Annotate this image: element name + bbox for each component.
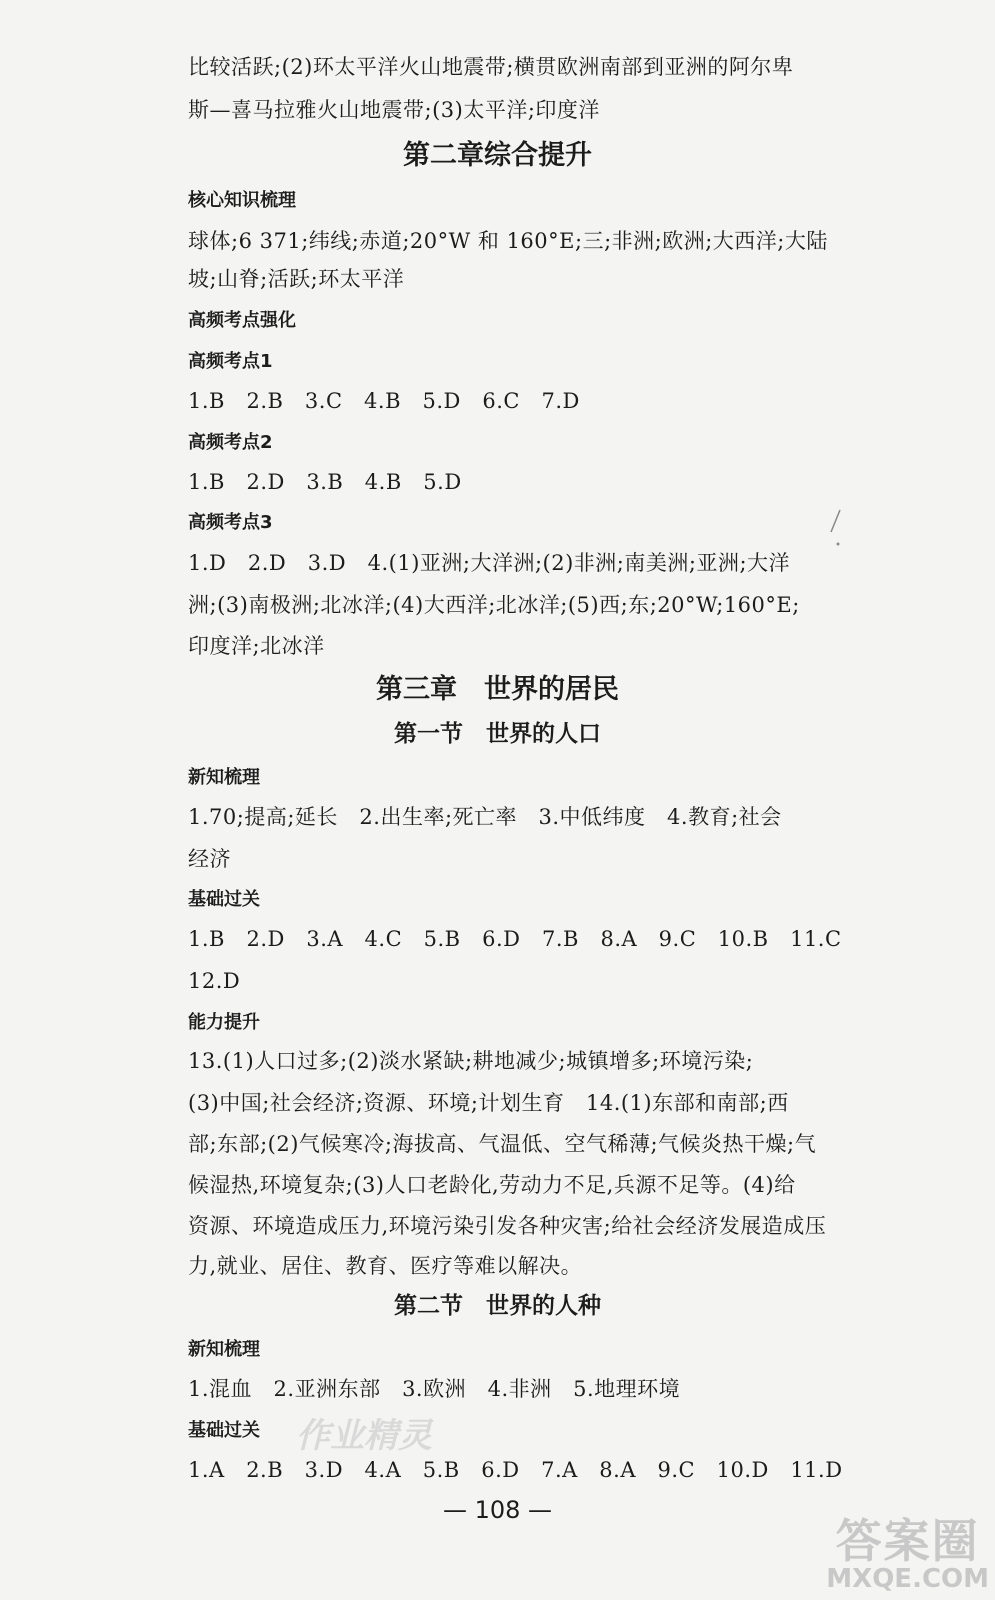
site-watermark-logo	[826, 1514, 989, 1594]
high-frequency-3-label: 高频考点3	[188, 512, 273, 533]
text-line: 球体;6 371;纬线;赤道;20°W 和 160°E;三;非洲;欧洲;大西洋;大陆	[188, 229, 828, 253]
answer-line: (3)中国;社会经济;资源、环境;计划生育 14.(1)东部和南部;西	[188, 1091, 789, 1115]
section-1-heading: 第一节 世界的人口	[394, 721, 601, 747]
answer-line: 资源、环境造成压力,环境污染引发各种灾害;给社会经济发展造成压	[188, 1214, 827, 1238]
pen-mark	[828, 508, 842, 548]
high-frequency-1-label: 高频考点1	[188, 351, 273, 372]
new-knowledge-label: 新知梳理	[188, 767, 260, 788]
page-number: — 108 —	[442, 1496, 553, 1524]
answer-line: 印度洋;北冰洋	[188, 634, 325, 658]
chapter-3-heading: 第三章 世界的居民	[376, 674, 619, 705]
answer-line: 1.B 2.D 3.A 4.C 5.B 6.D 7.B 8.A 9.C 10.B 11.C	[188, 927, 842, 951]
faint-watermark-text: 作业精灵	[296, 1416, 432, 1456]
basic-check-label: 基础过关	[188, 1420, 260, 1441]
section-2-heading: 第二节 世界的人种	[394, 1293, 601, 1319]
text-line: 坡;山脊;活跃;环太平洋	[188, 267, 405, 291]
answer-line: 1.D 2.D 3.D 4.(1)亚洲;大洋洲;(2)非洲;南美洲;亚洲;大洋	[188, 551, 791, 575]
watermark-url: MXQE.COM	[826, 1564, 989, 1594]
new-knowledge-label: 新知梳理	[188, 1339, 260, 1360]
core-knowledge-label: 核心知识梳理	[188, 190, 296, 211]
answer-line: 洲;(3)南极洲;北冰洋;(4)大西洋;北冰洋;(5)西;东;20°W;160°E;	[188, 593, 800, 617]
text-line: 斯—喜马拉雅火山地震带;(3)太平洋;印度洋	[188, 98, 600, 122]
answer-line: 经济	[188, 847, 231, 871]
answer-line: 部;东部;(2)气候寒冷;海拔高、气温低、空气稀薄;气候炎热干燥;气	[188, 1132, 817, 1156]
answer-line: 1.混血 2.亚洲东部 3.欧洲 4.非洲 5.地理环境	[188, 1377, 681, 1401]
text-line: 比较活跃;(2)环太平洋火山地震带;横贯欧洲南部到亚洲的阿尔卑	[188, 55, 794, 79]
answer-line: 1.70;提高;延长 2.出生率;死亡率 3.中低纬度 4.教育;社会	[188, 805, 782, 829]
answer-line: 13.(1)人口过多;(2)淡水紧缺;耕地减少;城镇增多;环境污染;	[188, 1049, 754, 1073]
high-frequency-2-label: 高频考点2	[188, 432, 273, 453]
answer-line: 候湿热,环境复杂;(3)人口老龄化,劳动力不足,兵源不足等。(4)给	[188, 1173, 796, 1197]
high-frequency-label: 高频考点强化	[188, 310, 296, 331]
answer-line: 1.B 2.B 3.C 4.B 5.D 6.C 7.D	[188, 389, 580, 413]
answer-line: 1.B 2.D 3.B 4.B 5.D	[188, 470, 462, 494]
answer-line: 力,就业、居住、教育、医疗等难以解决。	[188, 1254, 583, 1278]
ability-improvement-label: 能力提升	[188, 1012, 260, 1033]
answer-line: 12.D	[188, 969, 241, 993]
chapter-2-review-heading: 第二章综合提升	[403, 140, 592, 171]
answer-line: 1.A 2.B 3.D 4.A 5.B 6.D 7.A 8.A 9.C 10.D 11.D	[188, 1458, 843, 1482]
watermark-title: 答案圈	[835, 1514, 980, 1568]
basic-check-label: 基础过关	[188, 889, 260, 910]
